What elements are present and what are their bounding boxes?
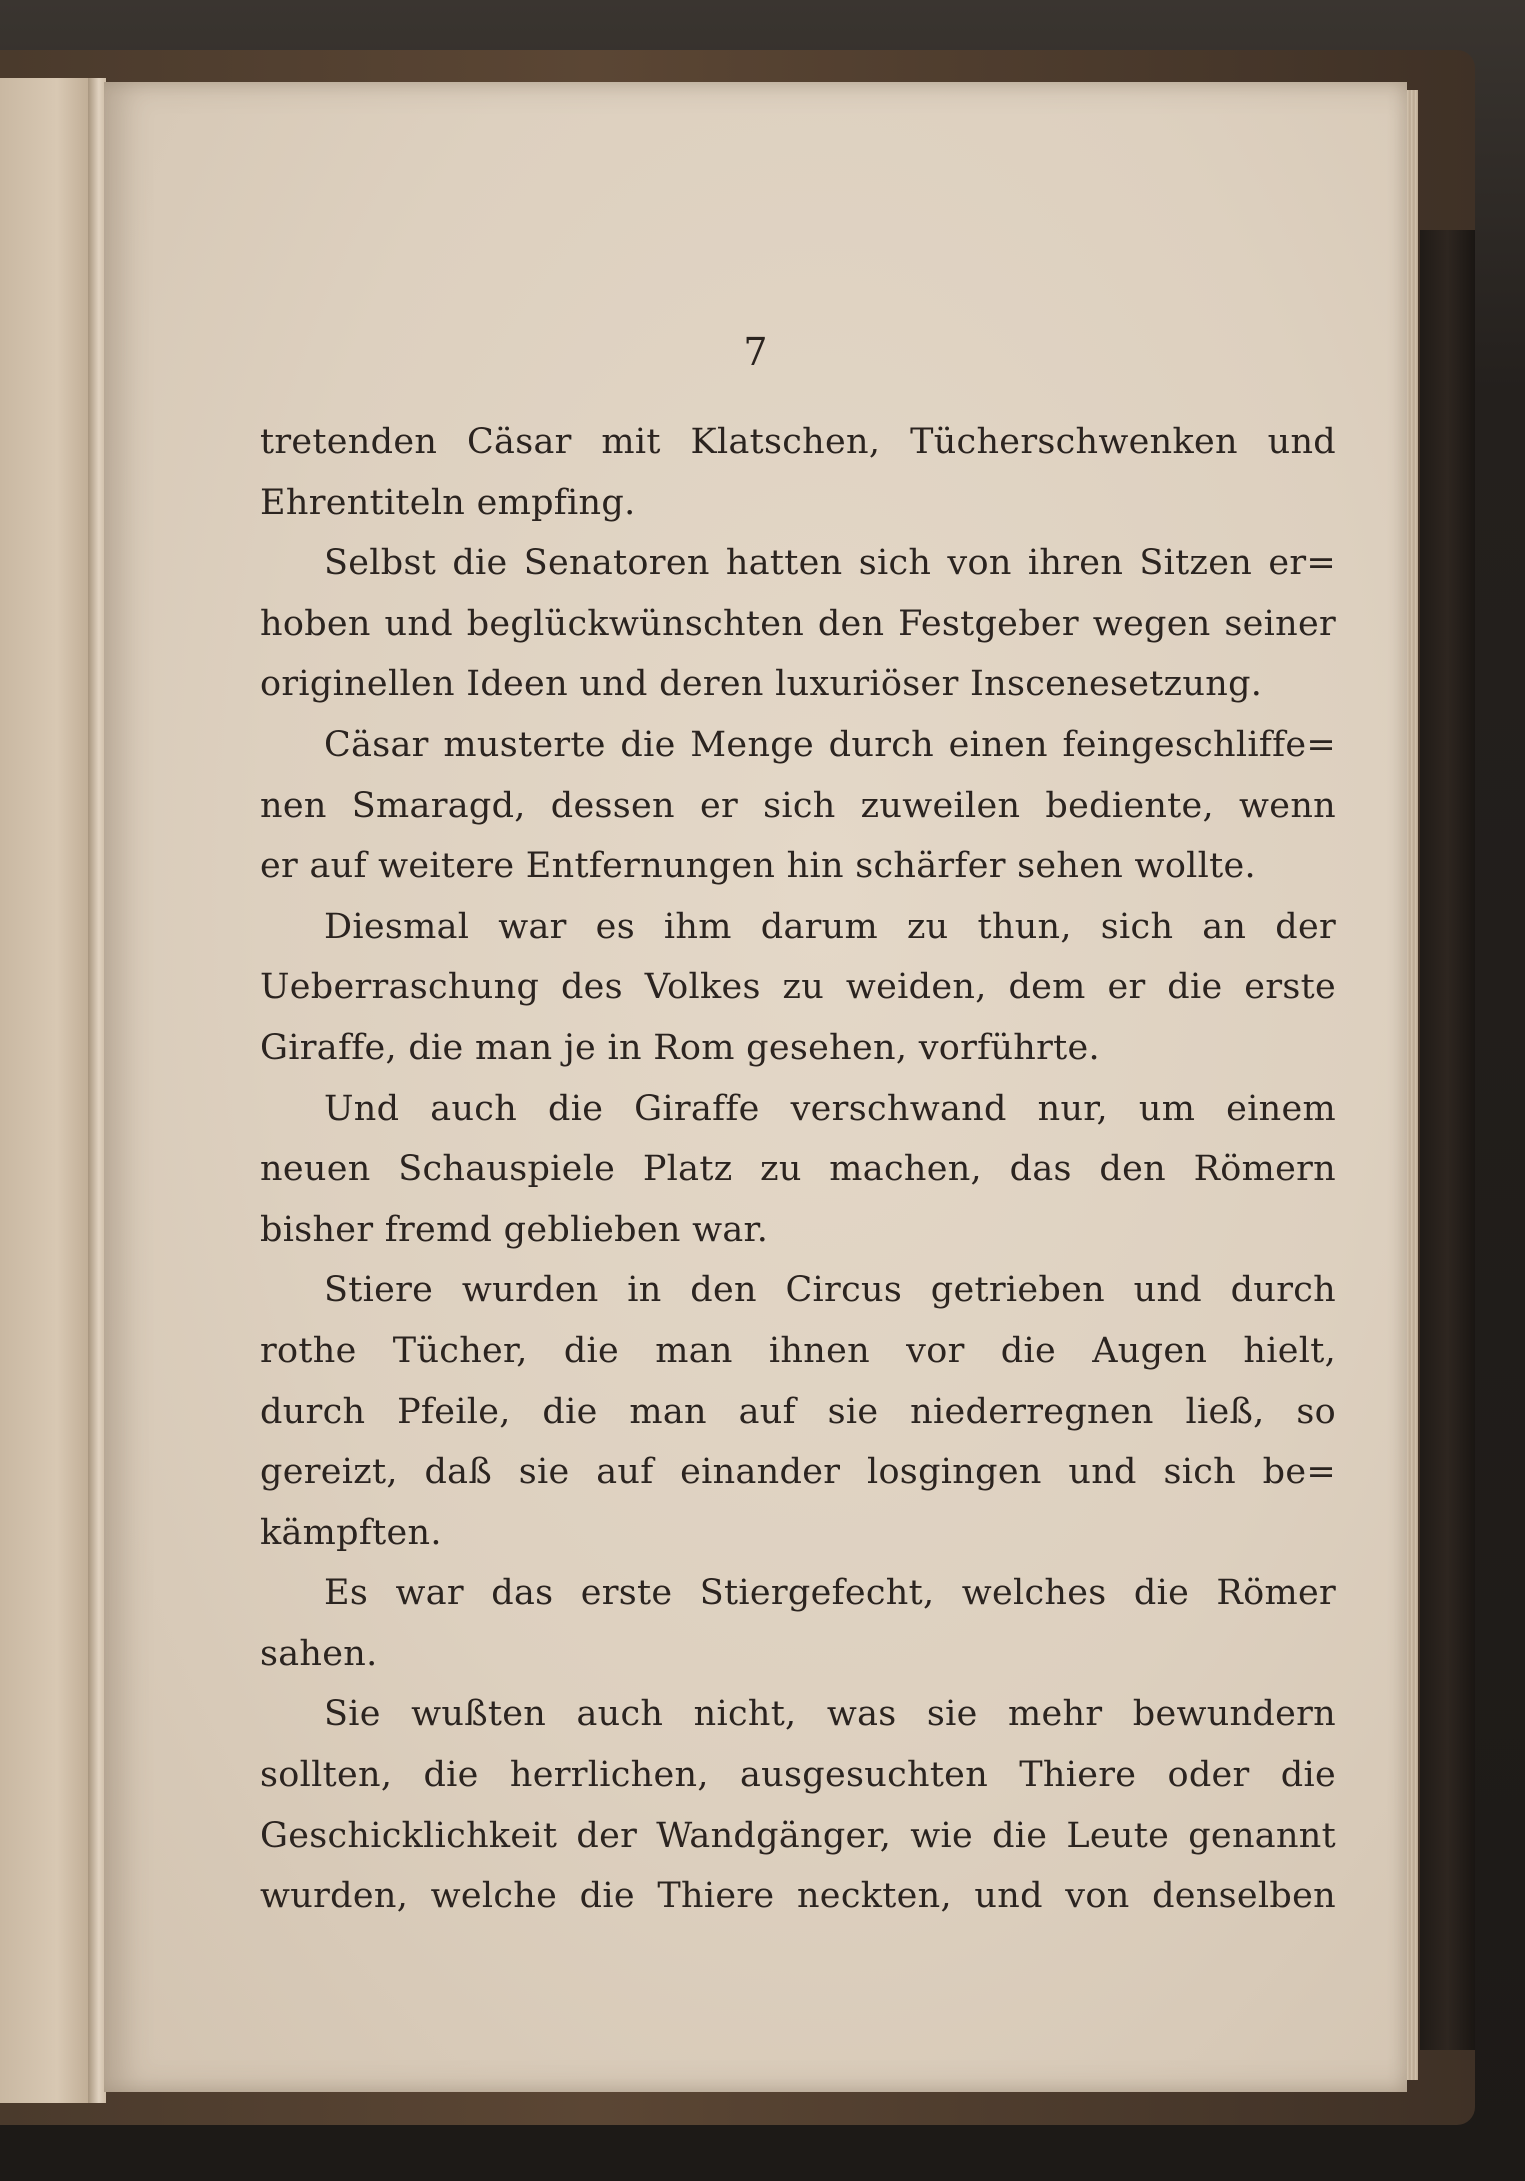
text-line: rothe Tücher, die man ihnen vor die Augen hielt, xyxy=(260,1330,1336,1371)
text-line: er auf weitere Entfernungen hin schärfer sehen wollte. xyxy=(260,846,1256,887)
page-number: 7 xyxy=(743,330,768,374)
text-line: Es war das erste Stiergefecht, welches die Römer xyxy=(324,1573,1336,1614)
text-line: sahen. xyxy=(260,1633,378,1674)
text-line: Selbst die Senatoren hatten sich von ihren Sitzen er= xyxy=(324,543,1336,584)
text-line: Und auch die Giraffe verschwand nur, um einem xyxy=(324,1088,1336,1129)
text-line: wurden, welche die Thiere neckten, und von denselben xyxy=(260,1876,1336,1917)
text-line: Diesmal war es ihm darum zu thun, sich an der xyxy=(324,906,1336,947)
text-line: kämpften. xyxy=(260,1512,442,1553)
text-line: tretenden Cäsar mit Klatschen, Tücherschwenken und xyxy=(260,422,1336,462)
text-line: Ehrentiteln empfing. xyxy=(260,482,636,523)
text-line: hoben und beglückwünschten den Festgeber wegen seiner xyxy=(260,603,1336,644)
text-line: Cäsar musterte die Menge durch einen feingeschliffe= xyxy=(324,724,1336,765)
text-line: Geschicklichkeit der Wandgänger, wie die Leute genannt xyxy=(260,1815,1336,1856)
text-line: sollten, die herrlichen, ausgesuchten Thiere oder die xyxy=(260,1755,1336,1796)
body-text xyxy=(260,412,1336,1927)
text-line: bisher fremd geblieben war. xyxy=(260,1209,769,1250)
text-line: Stiere wurden in den Circus getrieben und durch xyxy=(324,1270,1336,1311)
text-line: durch Pfeile, die man auf sie niederregnen ließ, so xyxy=(260,1391,1336,1432)
book-page xyxy=(104,82,1407,2092)
text-line: neuen Schauspiele Platz zu machen, das den Römern xyxy=(260,1149,1336,1190)
text-line: Giraffe, die man je in Rom gesehen, vorführte. xyxy=(260,1027,1100,1068)
text-line: nen Smaragd, dessen er sich zuweilen bediente, wenn xyxy=(260,785,1336,826)
text-line: originellen Ideen und deren luxuriöser Inscenesetzung. xyxy=(260,664,1263,705)
text-line: Ueberraschung des Volkes zu weiden, dem er die erste xyxy=(260,967,1336,1008)
text-line: Sie wußten auch nicht, was sie mehr bewundern xyxy=(324,1694,1336,1735)
text-line: gereizt, daß sie auf einander losgingen und sich be= xyxy=(260,1452,1336,1493)
facing-page xyxy=(0,78,95,2103)
book-cover-edge xyxy=(1420,230,1475,2050)
